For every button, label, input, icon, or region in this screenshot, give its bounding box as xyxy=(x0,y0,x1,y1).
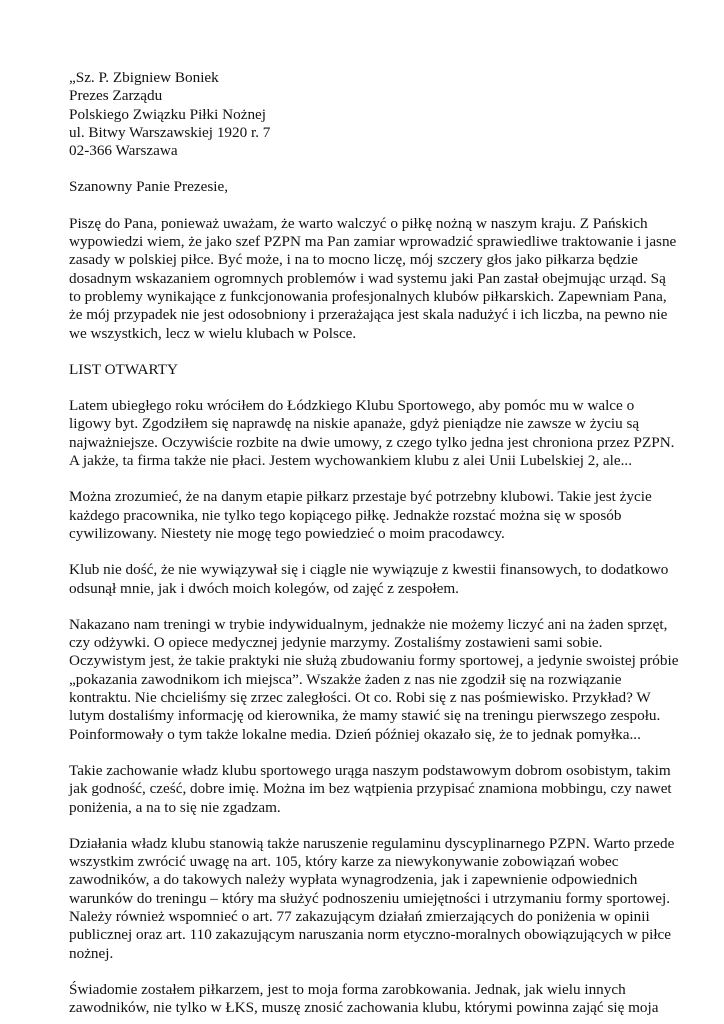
paragraph xyxy=(69,981,667,1018)
text-line: lutym dostaliśmy informację od kierownika, że mamy stawić się na treningu pierwszego zespołu. xyxy=(69,707,661,725)
text-line: wszystkim zwrócić uwagę na art. 105, który karze za niewykonywanie zobowiązań wobec xyxy=(69,853,619,871)
paragraph xyxy=(69,488,667,543)
text-line: „pokazania zawodnikom ich miejsca”. Wszakże żaden z nas nie zgodził się na rozwiązanie xyxy=(69,670,622,688)
text-line: zasady w polskiej piłce. Być może, i na to mocno liczę, mój szczery głos jako piłkarza będzie xyxy=(69,251,638,269)
letter-heading: LIST OTWARTY xyxy=(69,360,178,378)
text-line: Można zrozumieć, że na danym etapie piłkarz przestaje być potrzebny klubowi. Takie jest życie xyxy=(69,488,652,506)
text-line: Świadomie zostałem piłkarzem, jest to moja forma zarobkowania. Jednak, jak wielu innych xyxy=(69,980,626,998)
text-line: najważniejsze. Oczywiście rozbite na dwie umowy, z czego tylko jedna jest chroniona przez PZPN. xyxy=(69,433,675,451)
paragraph xyxy=(69,834,675,963)
address-line: 02-366 Warszawa xyxy=(69,142,178,160)
text-line: Latem ubiegłego roku wróciłem do Łódzkiego Klubu Sportowego, aby pomóc mu w walce o xyxy=(69,397,635,415)
text-line: cywilizowany. Niestety nie mogę tego powiedzieć o moim pracodawcy. xyxy=(69,524,505,542)
text-line: zawodników, nie tylko w ŁKS, muszę znosić zachowania klubu, którymi powinna zająć się moja xyxy=(69,999,659,1017)
text-line: ligowy byt. Zgodziłem się naprawdę na niskie apanaże, gdyż pieniądze nie zawsze w życiu są xyxy=(69,415,640,433)
address-line: Prezes Zarządu xyxy=(69,87,163,105)
text-line: jak godność, cześć, dobre imię. Można im bez wątpienia przypisać znamiona mobbingu, czy nawet xyxy=(69,780,672,798)
text-line: Poinformowały o tym także lokalne media. Dzień później okazało się, że to jednak pomyłka... xyxy=(69,725,641,743)
text-line: czy odżywki. O opiece medycznej jedynie marzymy. Zostaliśmy zostawieni sami sobie. xyxy=(69,634,603,652)
text-line: A jakże, ta firma także nie płaci. Jestem wychowankiem klubu z alei Unii Lubelskiej 2, ale... xyxy=(69,452,633,470)
text-line: we wszystkich, lecz w wielu klubach w Polsce. xyxy=(69,324,357,342)
text-line: Oczywistym jest, że takie praktyki nie służą zbudowaniu formy sportowej, a jedynie swoistej próbie xyxy=(69,652,679,670)
text-line: zawodników, a do takowych należy wypłata wynagrodzenia, jak i zapewnienie odpowiednich xyxy=(69,871,638,889)
salutation: Szanowny Panie Prezesie, xyxy=(69,178,229,196)
paragraph xyxy=(69,397,675,470)
text-line: warunków do treningu – który ma służyć podnoszeniu umiejętności i utrzymaniu formy sportowej. xyxy=(69,889,671,907)
text-line: publicznej oraz art. 110 zakazującym naruszania norm etyczno-moralnych obowiązujących w piłce xyxy=(69,926,672,944)
text-line: to problemy wynikające z funkcjonowania profesjonalnych klubów piłkarskich. Zapewniam Pana, xyxy=(69,287,667,305)
text-line: Działania władz klubu stanowią także naruszenie regulaminu dyscyplinarnego PZPN. Warto przede xyxy=(69,834,675,852)
text-line: poniżenia, a na to się nie zgadzam. xyxy=(69,798,281,816)
text-line: kontraktu. Nie chcieliśmy się zrzec zaległości. Ot co. Robi się z nas pośmiewisko. Przykład? W xyxy=(69,689,651,707)
text-line: dosadnym wskazaniem ogromnych problemów i wad systemu jaki Pan zastał obejmując urząd. Są xyxy=(69,269,666,287)
address-line: ul. Bitwy Warszawskiej 1920 r. 7 xyxy=(69,123,271,141)
text-line: Klub nie dość, że nie wywiązywał się i ciągle nie wywiązuje z kwestii finansowych, to dodatkowo xyxy=(69,561,669,579)
text-line: że mój przypadek nie jest odosobniony i przerażająca jest skala nadużyć i ich liczba, na pewno nie xyxy=(69,306,668,324)
text-line: Piszę do Pana, ponieważ uważam, że warto walczyć o piłkę nożną w naszym kraju. Z Pańskich xyxy=(69,214,648,232)
text-line: odsunął mnie, jak i dwóch moich kolegów, od zajęć z zespołem. xyxy=(69,579,459,597)
paragraph xyxy=(69,761,672,817)
text-line: Takie zachowanie władz klubu sportowego urąga naszym podstawowym dobrom osobistym, takim xyxy=(69,761,671,779)
text-line: wypowiedzi wiem, że jako szef PZPN ma Pan zamiar wprowadzić sprawiedliwe traktowanie i jasne xyxy=(69,233,677,251)
paragraph xyxy=(69,561,667,598)
letter-body xyxy=(69,69,679,1024)
intro-paragraph xyxy=(69,214,677,343)
recipient-address xyxy=(69,69,667,160)
address-line: „Sz. P. Zbigniew Boniek xyxy=(69,69,219,86)
text-line: Nakazano nam treningi w trybie indywidualnym, jednakże nie możemy liczyć ani na żaden sprzęt, xyxy=(69,615,668,633)
address-line: Polskiego Związku Piłki Nożnej xyxy=(69,105,266,123)
text-line: każdego pracownika, nie tylko tego kopiącego piłkę. Jednakże rozstać można się w sposób xyxy=(69,506,622,524)
text-line: Należy również wspomnieć o art. 77 zakazującym działań zmierzających do poniżenia w opinii xyxy=(69,907,650,925)
paragraph xyxy=(69,615,679,744)
text-line: nożnej. xyxy=(69,944,114,962)
